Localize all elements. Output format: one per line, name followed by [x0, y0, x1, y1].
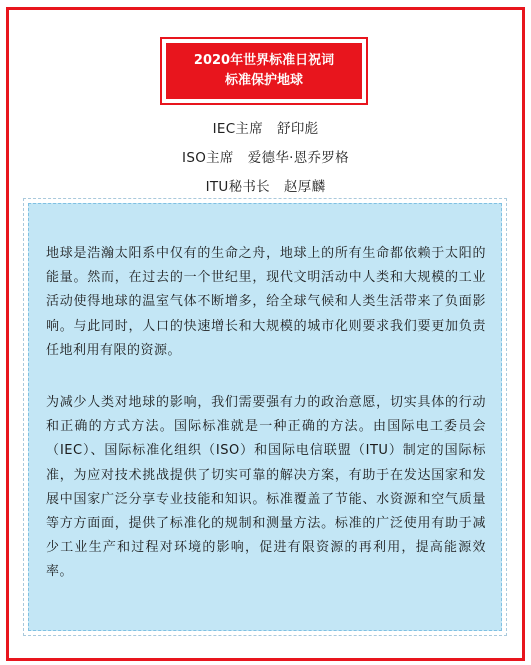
- paragraph-2: 为减少人类对地球的影响，我们需要强有力的政治意愿，切实具体的行动和正确的方式方法。国际标准就是一种正确的方法。由国际电工委员会（IEC）、国际标准化组织（ISO）和国际电信联盟（ITU）制定的国际标准，为应对技术挑战提供了切实可靠的解决方案，有助于在发达国家和发展中国家广泛分享专业技能和知识。标准覆盖了节能、水资源和空气质量等方方面面，提供了标准化的规制和测量方法。标准的广泛使用有助于减少工业生产和过程对环境的影响，促进有限资源的再利用，提高能源效率。: [46, 395, 486, 580]
- signatory-name: 爱德华·恩乔罗格: [247, 150, 349, 166]
- signatory-name: 赵厚麟: [284, 179, 326, 195]
- signatory-title: ISO主席: [182, 150, 234, 166]
- signatory-title: ITU秘书长: [205, 179, 270, 195]
- signatory-itu: [0, 175, 531, 195]
- signatory-iec: [0, 117, 531, 137]
- signatory-iso: [0, 146, 531, 166]
- message-content-box: [28, 203, 502, 631]
- title-banner: [165, 42, 363, 100]
- title-line-2: 标准保护地球: [224, 73, 303, 88]
- paragraph-1: 地球是浩瀚太阳系中仅有的生命之舟，地球上的所有生命都依赖于太阳的能量。然而，在过去的一个世纪里，现代文明活动中人类和大规模的工业活动使得地球的温室气体不断增多，给全球气候和人类生活带来了负面影响。与此同时，人口的快速增长和大规模的城市化则要求我们要更加负责任地利用有限的资源。: [46, 246, 486, 358]
- title-line-1: 2020年世界标准日祝词: [193, 53, 335, 68]
- signatory-name: 舒印彪: [277, 121, 319, 137]
- signatory-title: IEC主席: [212, 121, 264, 137]
